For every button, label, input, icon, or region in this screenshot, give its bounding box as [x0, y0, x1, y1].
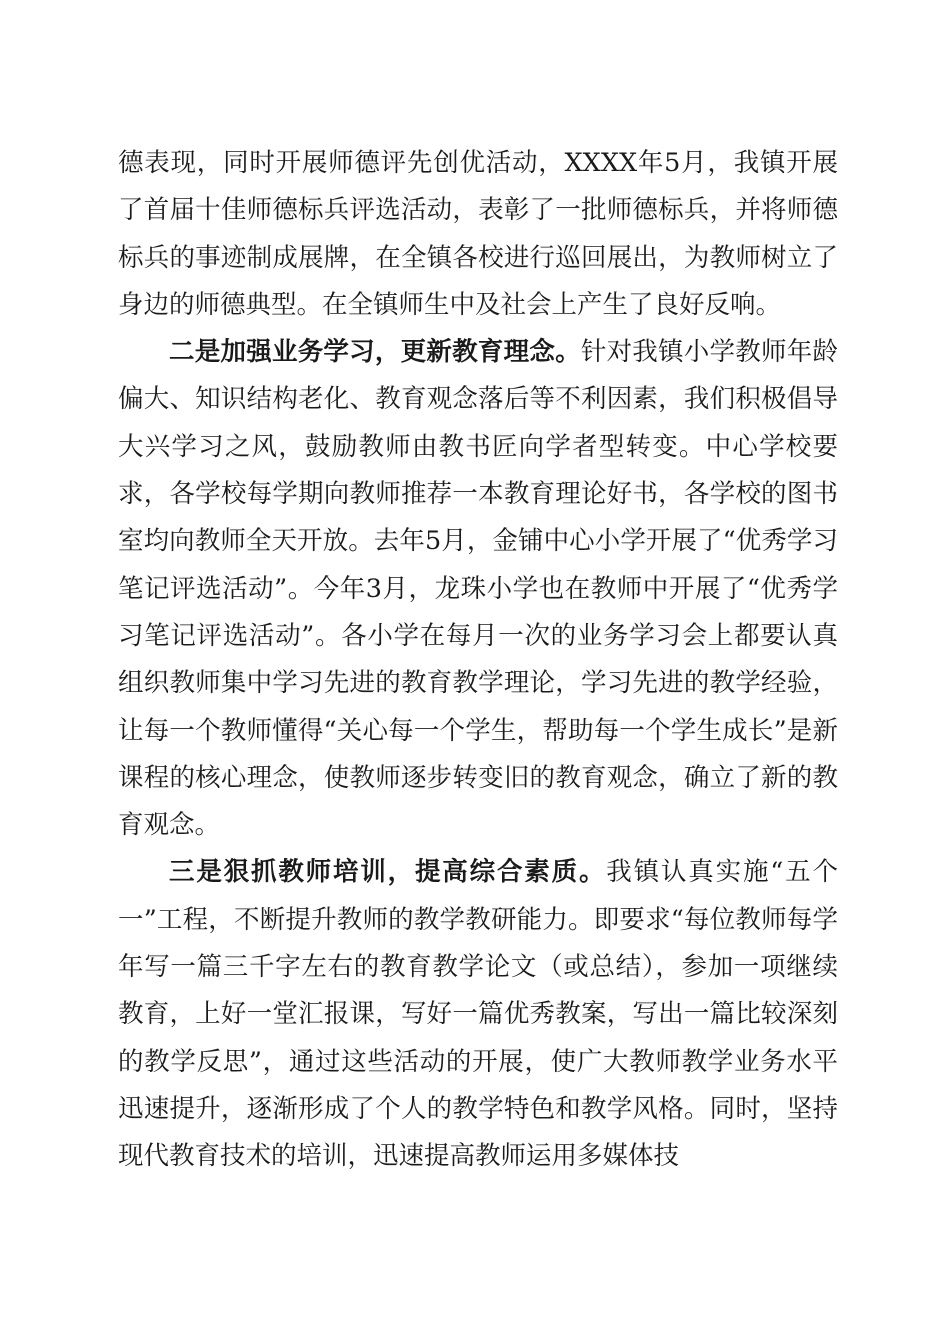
paragraph-continuation — [118, 140, 838, 329]
paragraph-text: 德表现，同时开展师德评先创优活动，XXXX年5月，我镇开展了首届十佳师德标兵评选活动，表彰了一批师德标兵，并将师德标兵的事迹制成展牌，在全镇各校进行巡回展出，为教师树立了身边的师德典型。在全镇师生中及社会上产生了良好反响。 — [118, 148, 838, 320]
paragraph-lead: 三是狠抓教师培训，提高综合素质。 — [169, 857, 607, 888]
paragraph-business-study — [118, 329, 838, 849]
paragraph-text: 针对我镇小学教师年龄偏大、知识结构老化、教育观念落后等不利因素，我们积极倡导大兴学习之风，鼓励教师由教书匠向学者型转变。中心学校要求，各学校每学期向教师推荐一本教育理论好书，各学校的图书室均向教师全天开放。去年5月，金铺中心小学开展了“优秀学习笔记评选活动”。今年3月，龙珠小学也在教师中开展了“优秀学习笔记评选活动”。各小学在每月一次的业务学习会上都要认真组织教师集中学习先进的教育教学理论，学习先进的教学经验，让每一个教师懂得“关心每一个学生，帮助每一个学生成长”是新课程的核心理念，使教师逐步转变旧的教育观念，确立了新的教育观念。 — [118, 337, 838, 841]
paragraph-lead: 二是加强业务学习，更新教育理念。 — [169, 337, 581, 368]
document-body — [118, 140, 838, 1181]
paragraph-teacher-training — [118, 849, 838, 1180]
paragraph-text: 我镇认真实施“五个一”工程，不断提升教师的教学教研能力。即要求“每位教师每学年写一篇三千字左右的教育教学论文（或总结），参加一项继续教育，上好一堂汇报课，写好一篇优秀教案，写出一篇比较深刻的教学反思”，通过这些活动的开展，使广大教师教学业务水平迅速提升，逐渐形成了个人的教学特色和教学风格。同时，坚持现代教育技术的培训，迅速提高教师运用多媒体技 — [118, 857, 838, 1172]
